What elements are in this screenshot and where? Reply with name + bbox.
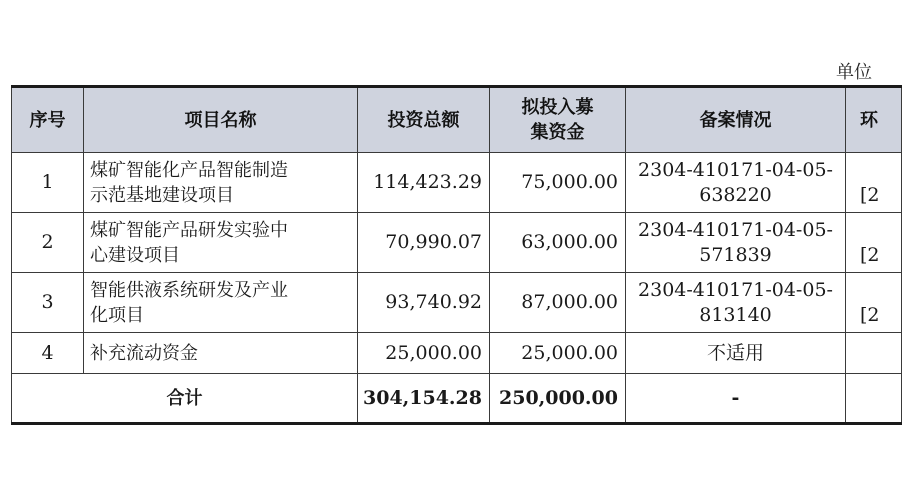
table-row (12, 213, 902, 273)
cell-name: 补充流动资金 (84, 333, 358, 374)
cell-record (626, 273, 846, 333)
cell-record (626, 213, 846, 273)
cell-name (84, 213, 358, 273)
cell-name-line1: 煤矿智能产品研发实验中 (90, 219, 288, 241)
cell-record-line1: 2304-410171-04-05- (638, 218, 833, 241)
cell-name-line2: 心建设项目 (90, 244, 180, 266)
cell-record-line1: 2304-410171-04-05- (638, 278, 833, 301)
cell-name-line2: 化项目 (90, 304, 144, 326)
cell-extra-value: [2 (860, 303, 880, 326)
header-name: 项目名称 (84, 87, 358, 153)
total-record: - (626, 374, 846, 424)
cell-record-line2: 571839 (699, 243, 772, 266)
total-extra (846, 374, 902, 424)
cell-extra-value: [2 (860, 183, 880, 206)
cell-record-line2: 813140 (699, 303, 772, 326)
cell-extra (846, 333, 902, 374)
total-raise: 250,000.00 (490, 374, 626, 424)
project-table-wrapper (11, 85, 880, 427)
cell-name-line2: 示范基地建设项目 (90, 184, 234, 206)
table-header-row (12, 87, 902, 153)
cell-total-investment: 114,423.29 (358, 153, 490, 213)
table-row (12, 273, 902, 333)
cell-extra-value: [2 (860, 243, 880, 266)
project-table (11, 85, 902, 425)
cell-name-line1: 智能供液系统研发及产业 (90, 279, 288, 301)
cell-record (626, 153, 846, 213)
cell-no: 4 (12, 333, 84, 374)
cell-extra (846, 153, 902, 213)
table-row (12, 333, 902, 374)
cell-raise: 75,000.00 (490, 153, 626, 213)
cell-no: 2 (12, 213, 84, 273)
cell-no: 1 (12, 153, 84, 213)
cell-record-line2: 638220 (699, 183, 772, 206)
cell-total-investment: 70,990.07 (358, 213, 490, 273)
cell-raise: 63,000.00 (490, 213, 626, 273)
cell-record: 不适用 (626, 333, 846, 374)
cell-total-investment: 25,000.00 (358, 333, 490, 374)
header-raise-line2: 集资金 (530, 122, 585, 143)
unit-label: 单位 (836, 62, 872, 83)
cell-extra (846, 273, 902, 333)
header-record: 备案情况 (626, 87, 846, 153)
cell-name (84, 273, 358, 333)
header-raise (490, 87, 626, 153)
cell-raise: 25,000.00 (490, 333, 626, 374)
header-raise-line1: 拟投入募 (521, 97, 594, 118)
cell-record-line1: 2304-410171-04-05- (638, 158, 833, 181)
header-total-investment: 投资总额 (358, 87, 490, 153)
cell-extra (846, 213, 902, 273)
cell-name (84, 153, 358, 213)
cell-raise: 87,000.00 (490, 273, 626, 333)
cell-no: 3 (12, 273, 84, 333)
header-no: 序号 (12, 87, 84, 153)
table-total-row (12, 374, 902, 424)
table-row (12, 153, 902, 213)
total-investment: 304,154.28 (358, 374, 490, 424)
cell-name-line1: 煤矿智能化产品智能制造 (90, 159, 288, 181)
header-extra: 环 (846, 87, 902, 153)
total-label: 合计 (12, 374, 358, 424)
cell-total-investment: 93,740.92 (358, 273, 490, 333)
